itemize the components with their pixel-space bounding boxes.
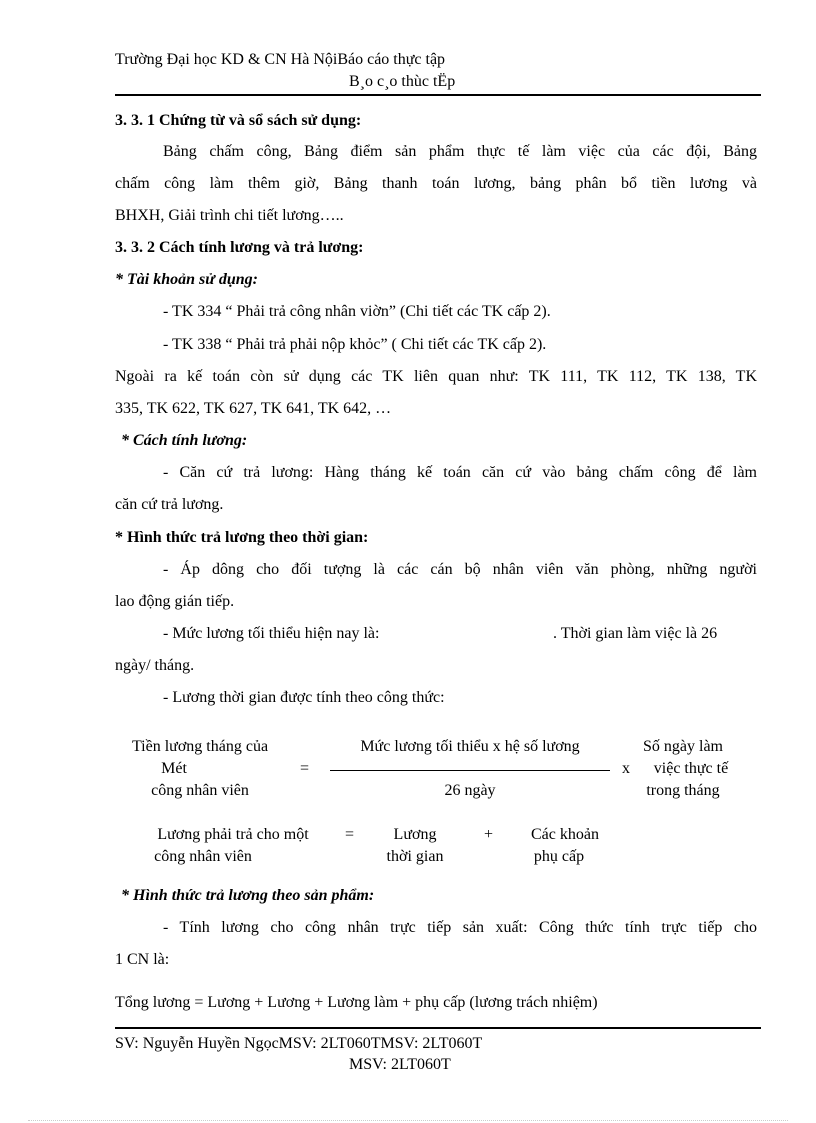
header-subtitle: B¸o c¸o thùc tËp bbox=[349, 73, 456, 90]
total-wage-formula: Tổng lương = Lương + Lương + Lương làm + phụ cấp (lương trách nhiệm) bbox=[115, 994, 598, 1011]
calc-line1: - Căn cứ trả lương: Hàng tháng kế toán căn cứ vào bảng chấm công để làm bbox=[163, 464, 757, 481]
formula1-fraction-bar bbox=[330, 770, 610, 771]
heading-product-pay: * Hình thức trả lương theo sản phẩm: bbox=[121, 887, 375, 904]
para-331-line1: Bảng chấm công, Bảng điểm sản phẩm thực tế làm việc của các đội, Bảng bbox=[163, 143, 757, 160]
time-line1: - Áp dông cho đối tượng là các cán bộ nhân viên văn phòng, những người bbox=[163, 561, 757, 578]
heading-accounts: * Tài khoản sử dụng: bbox=[115, 271, 258, 288]
formula1-equals: = bbox=[300, 760, 310, 777]
page-edge bbox=[28, 1120, 788, 1121]
formula-intro: - Lương thời gian được tính theo công thức: bbox=[163, 689, 445, 706]
time-line2: lao động gián tiếp. bbox=[115, 593, 235, 610]
formula1-times: x bbox=[622, 760, 630, 777]
formula2-lhs-line2: công nhân viên bbox=[154, 848, 252, 865]
formula2-plus: + bbox=[484, 826, 494, 843]
work-days-text: . Thời gian làm việc là 26 bbox=[553, 625, 718, 642]
formula2-term2-line2: phụ cấp bbox=[533, 848, 585, 865]
other-accounts-line2: 335, TK 622, TK 627, TK 641, TK 642, … bbox=[115, 400, 392, 417]
formula1-lhs-line3: công nhân viên bbox=[151, 782, 249, 799]
heading-time-pay: * Hình thức trả lương theo thời gian: bbox=[115, 529, 369, 546]
para-331-line2: chấm công làm thêm giờ, Bảng thanh toán lương, bảng phân bổ tiền lương và bbox=[115, 175, 757, 192]
formula1-rhs-line2: việc thực tế bbox=[653, 760, 729, 777]
formula2-term1-line1: Lương bbox=[393, 826, 437, 843]
para-331-line3: BHXH, Giải trình chi tiết lương….. bbox=[115, 207, 344, 224]
formula1-rhs-line1: Số ngày làm bbox=[643, 738, 723, 755]
heading-332: 3. 3. 2 Cách tính lương và trả lương: bbox=[115, 239, 364, 256]
account-tk334: - TK 334 “ Phải trả công nhân viờn” (Chi tiết các TK cấp 2). bbox=[163, 303, 551, 320]
calc-line2: căn cứ trả lương. bbox=[115, 496, 224, 513]
product-line2: 1 CN là: bbox=[115, 951, 170, 968]
formula1-denominator: 26 ngày bbox=[444, 782, 496, 799]
min-wage-line2: ngày/ tháng. bbox=[115, 657, 195, 674]
account-tk338: - TK 338 “ Phải trả phải nộp khỏc” ( Chi tiết các TK cấp 2). bbox=[163, 336, 547, 353]
formula2-lhs-line1: Lương phải trả cho một bbox=[157, 826, 309, 843]
formula2-term2-line1: Các khoản bbox=[531, 826, 599, 843]
header-school: Trường Đại học KD & CN Hà NộiBáo cáo thực tập bbox=[115, 51, 446, 68]
footer-msv: MSV: 2LT060T bbox=[349, 1056, 451, 1073]
heading-calc: * Cách tính lương: bbox=[121, 432, 248, 449]
footer-divider bbox=[115, 1027, 761, 1029]
other-accounts-line1: Ngoài ra kế toán còn sử dụng các TK liên quan như: TK 111, TK 112, TK 138, TK bbox=[115, 368, 757, 385]
formula1-lhs-line1: Tiền lương tháng của bbox=[131, 738, 269, 755]
heading-331: 3. 3. 1 Chứng từ và sổ sách sử dụng: bbox=[115, 112, 362, 129]
footer-student: SV: Nguyễn Huyền NgọcMSV: 2LT060TMSV: 2LT060T bbox=[115, 1035, 483, 1052]
formula1-numerator: Mức lương tối thiểu x hệ số lương bbox=[360, 738, 580, 755]
formula1-lhs-line2: Mét bbox=[161, 760, 187, 777]
formula1-rhs-line3: trong tháng bbox=[646, 782, 720, 799]
formula2-term1-line2: thời gian bbox=[386, 848, 444, 865]
formula2-equals: = bbox=[345, 826, 355, 843]
header-divider bbox=[115, 94, 761, 96]
product-line1: - Tính lương cho công nhân trực tiếp sản xuất: Công thức tính trực tiếp cho bbox=[163, 919, 757, 936]
min-wage-label: - Mức lương tối thiểu hiện nay là: bbox=[163, 625, 380, 642]
